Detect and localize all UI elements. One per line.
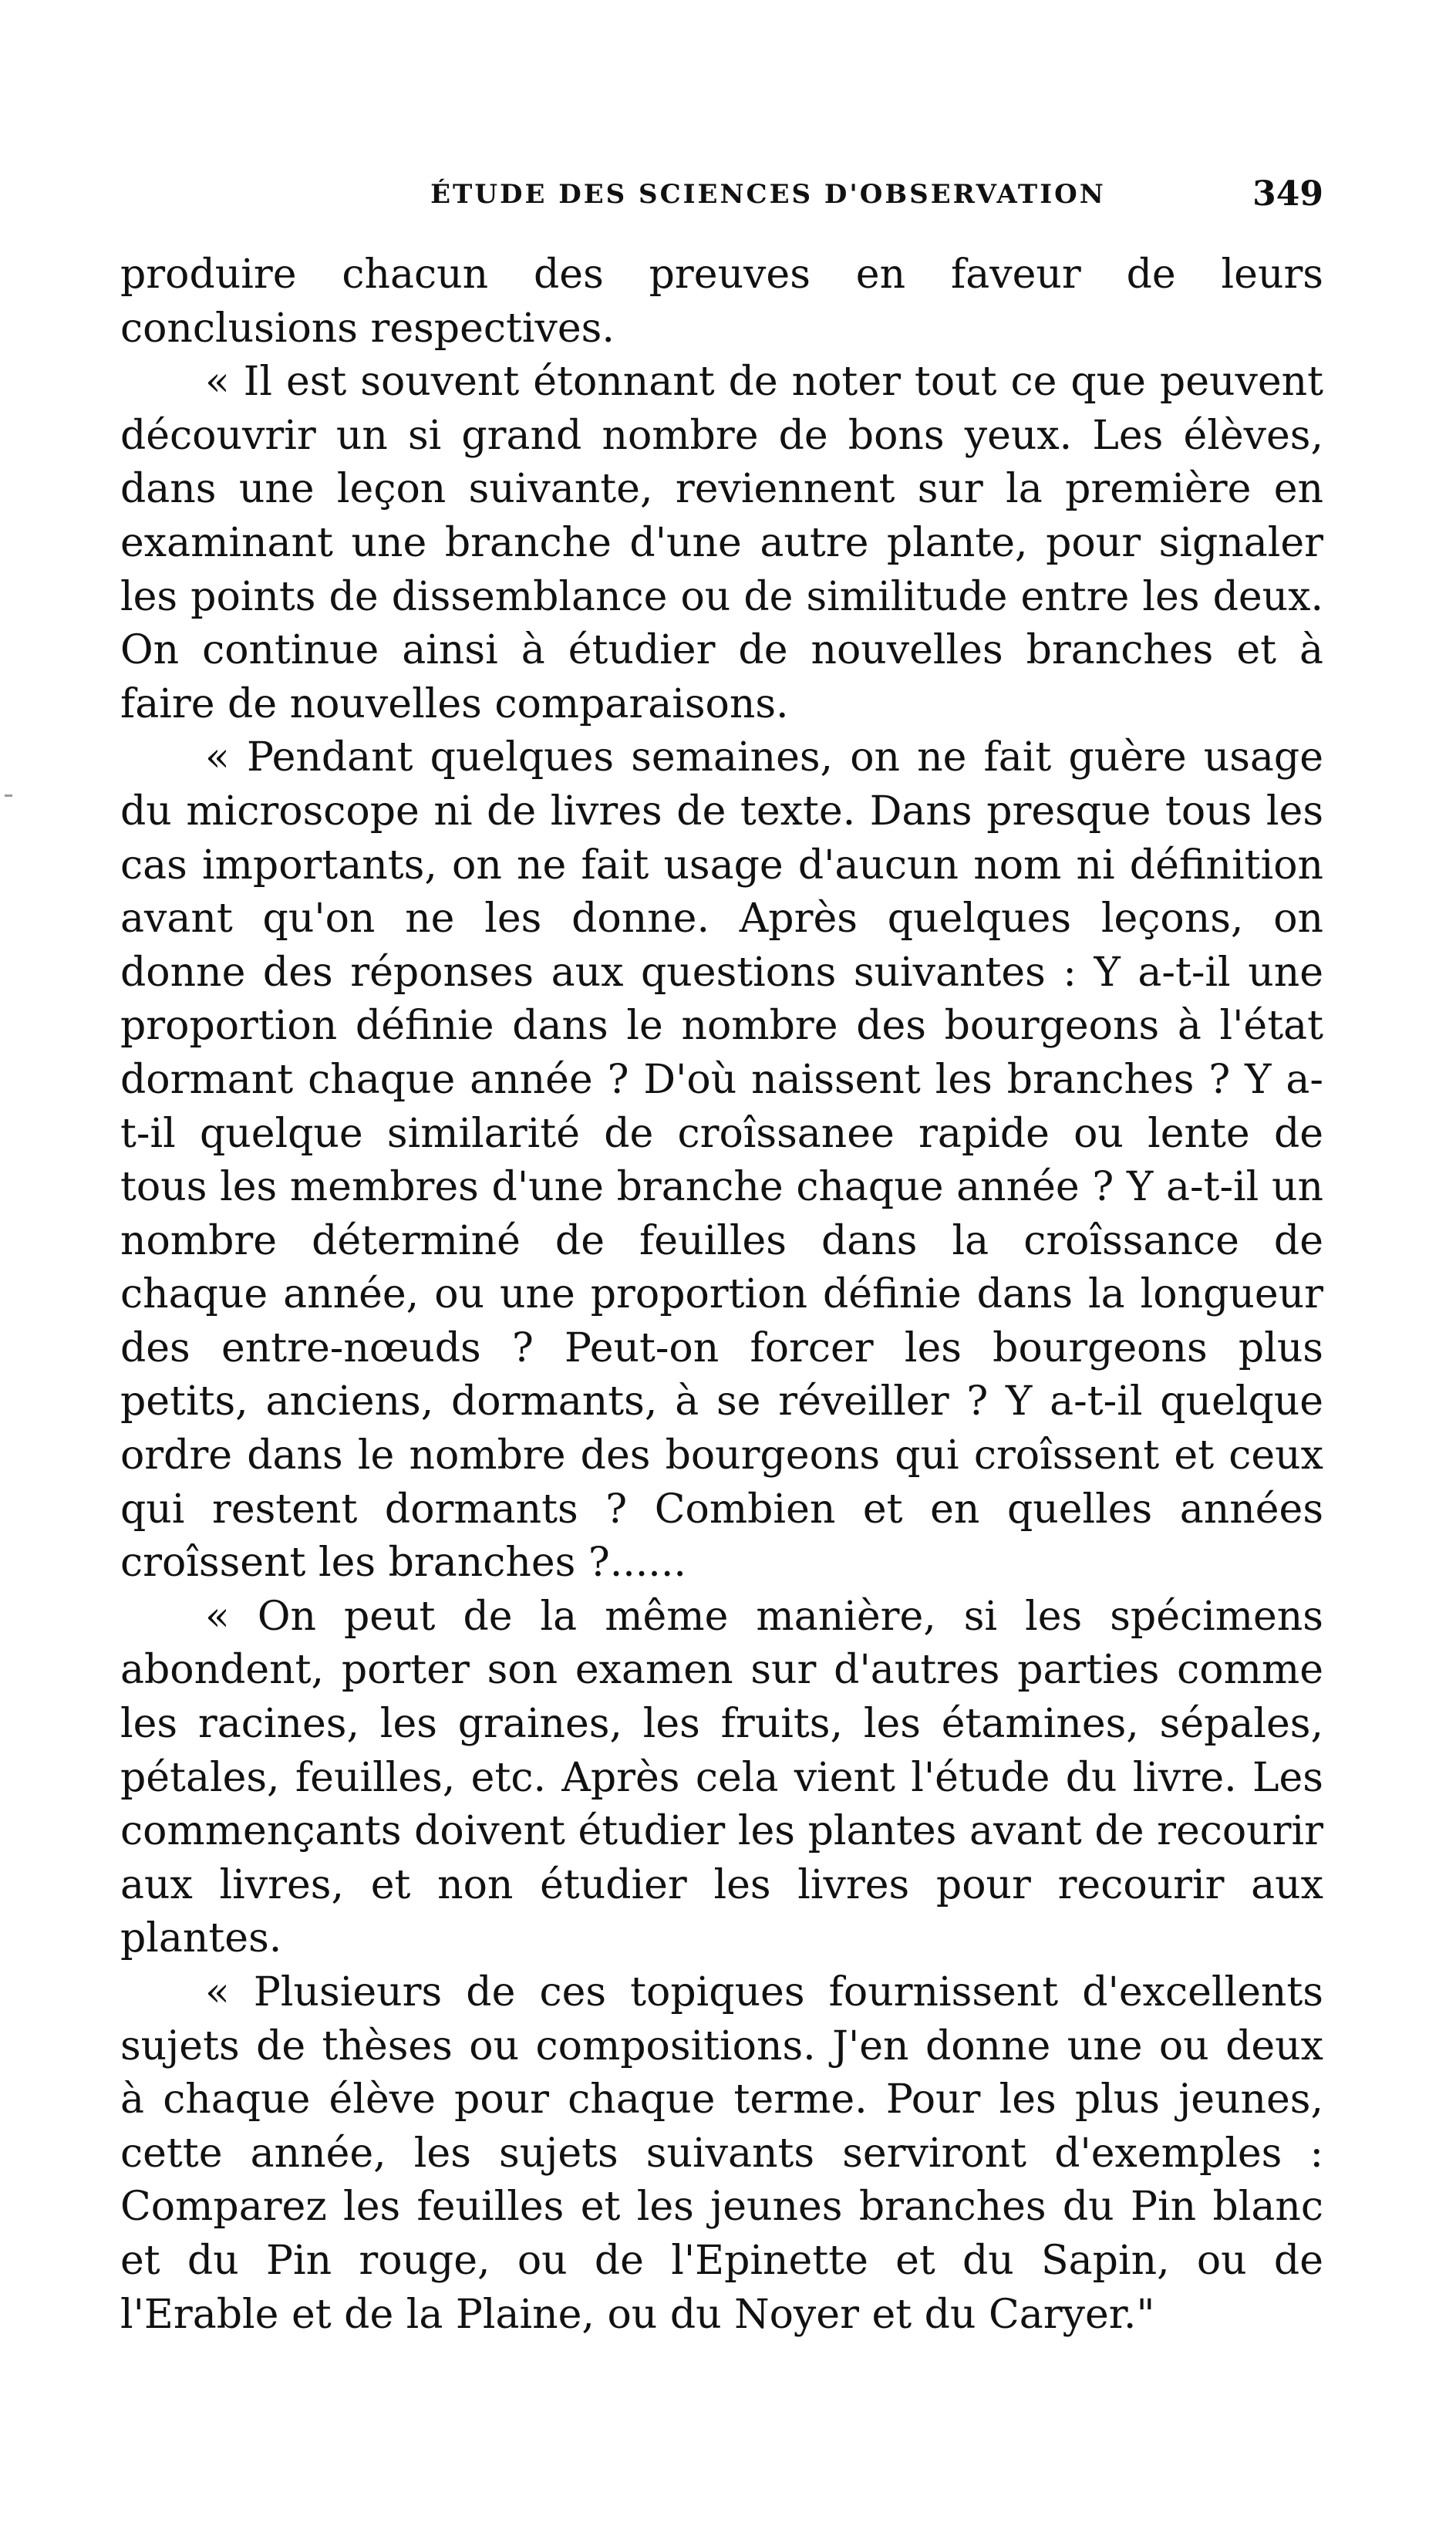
margin-mark bbox=[5, 794, 12, 797]
paragraph: « Pendant quelques semaines, on ne fait guère usage du microscope ni de livres de texte. Dans presque tous les cas importants, on ne fait usage d'aucun nom ni définition avant qu'on ne les donne. Après quelques leçons, on donne des réponses aux questions suivantes : Y a-t-il une proportion définie dans le nombre des bourgeons à l'état dormant chaque année ? D'où naissent les branches ? Y a-t-il quelque similarité de croîssanee rapide ou lente de tous les membres d'une branche chaque année ? Y a-t-il un nombre déterminé de feuilles dans la croîssance de chaque année, ou une proportion définie dans la longueur des entre-nœuds ? Peut-on forcer les bourgeons plus petits, anciens, dormants, à se réveiller ? Y a-t-il quelque ordre dans le nombre des bourgeons qui croîssent et ceux qui restent dormants ? Combien et en quelles années croîssent les branches ?...... bbox=[120, 734, 1323, 1587]
page-number: 349 bbox=[1252, 174, 1323, 214]
body-text bbox=[120, 248, 1323, 2342]
running-title: ÉTUDE DES SCIENCES D'OBSERVATION bbox=[430, 179, 1106, 210]
paragraph: « Il est souvent étonnant de noter tout ce que peuvent découvrir un si grand nombre de bons yeux. Les élèves, dans une leçon suivante, reviennent sur la première en examinant une branche d'une autre plante, pour signaler les points de dissemblance ou de similitude entre les deux. On continue ainsi à étudier de nouvelles branches et à faire de nouvelles comparaisons. bbox=[120, 359, 1323, 727]
page-header bbox=[120, 174, 1323, 225]
paragraph: « Plusieurs de ces topiques fournissent d'excellents sujets de thèses ou compositions. J'en donne une ou deux à chaque élève pour chaque terme. Pour les plus jeunes, cette année, les sujets suivants serviront d'exemples : Comparez les feuilles et les jeunes branches du Pin blanc et du Pin rouge, ou de l'Epinette et du Sapin, ou de l'Erable et de la Plaine, ou du Noyer et du Caryer." bbox=[120, 1969, 1323, 2338]
paragraph: produire chacun des preuves en faveur de leurs conclusions respectives. bbox=[120, 251, 1323, 352]
paragraph: « On peut de la même manière, si les spécimens abondent, porter son examen sur d'autres parties comme les racines, les graines, les fruits, les étamines, sépales, pétales, feuilles, etc. Après cela vient l'étude du livre. Les commençants doivent étudier les plantes avant de recourir aux livres, et non étudier les livres pour recourir aux plantes. bbox=[120, 1593, 1323, 1962]
